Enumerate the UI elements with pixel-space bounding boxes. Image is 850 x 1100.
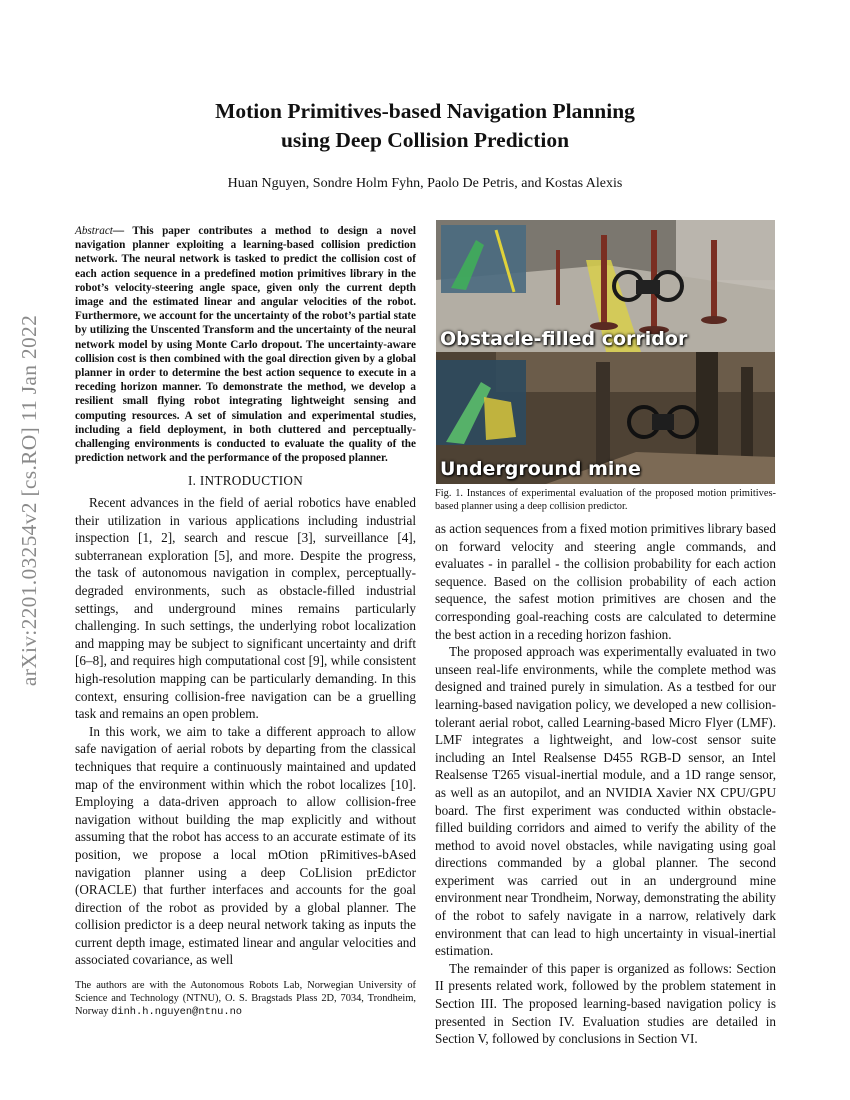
right-column bbox=[435, 520, 776, 1048]
arxiv-identifier-text: arXiv:2201.03254v2 [cs.RO] 11 Jan 2022 bbox=[17, 314, 42, 686]
figure-label-corridor: Obstacle-filled corridor bbox=[440, 328, 688, 350]
mine-photo bbox=[436, 352, 775, 484]
footnote-email: dinh.h.nguyen@ntnu.no bbox=[111, 1005, 243, 1018]
footnote-text: The authors are with the Autonomous Robots Lab, Norwegian University of Science and Technology (NTNU), O. S. Bragstads Plass 2D, 7034, Trondheim, Norway bbox=[75, 980, 416, 1017]
section-heading-introduction: I. INTRODUCTION bbox=[187, 473, 304, 489]
right-paragraph-2: The proposed approach was experimentally evaluated in two unseen real-life environments, while the complete method was designed and trained purely in simulation. As a testbed for our learning-based navigation policy, we developed a new collision-tolerant aerial robot, called Learning-based Micro Flyer (LMF). LMF integrates a lightweight, and low-cost sensor suite including an Intel Realsense D455 RGB-D sensor, an Intel Realsense T265 visual-inertial module, and a 1D range sensor, as well as an autopilot, and an NVIDIA Xavier NX CPU/GPU board. The first experiment was conducted within obstacle-filled building corridors and aimed to verify the ability of the method to avoid novel obstacles, while navigating using goal directions commanded by a global planner. The second experiment was carried out in an underground mine environment near Trondheim, Norway, demonstrating the ability of the robot to safely navigate in a narrow, relatively dark environment that can lead to high uncertainty in visual-inertial estimation. bbox=[435, 644, 776, 959]
right-paragraph-3: The remainder of this paper is organized as follows: Section II presents related work, followed by the problem statement in Section III. The proposed learning-based navigation policy is presented in Section IV. Evaluation studies are detailed in Section V, followed by conclusions in Section VI. bbox=[435, 960, 776, 1047]
paper-title bbox=[0, 97, 850, 155]
arxiv-identifier bbox=[8, 290, 52, 710]
intro-paragraph-2: In this work, we aim to take a different approach to allow safe navigation of aerial robots by departing from the classical techniques that require a continuously maintained and updated map of the environment within which the robot localizes [10]. Employing a data-driven approach to allow collision-free navigation without building the map explicitly and without assuming that the robot has access to an accurate estimate of its position, we propose a local mOtion pRimitives-bAsed navigation planner using a deep CoLlision prEdictor (ORACLE) that further interfaces and accounts for the goal direction of the robot as provided by a global planner. The collision predictor is a deep neural network taking as inputs the current depth image, estimated linear and angular velocities and associated covariance, as well bbox=[75, 723, 416, 968]
title-line-1: Motion Primitives-based Navigation Planning bbox=[215, 99, 635, 123]
abstract-text: — This paper contributes a method to design a novel navigation planner exploiting a learning-based collision prediction network. The neural network is tasked to predict the collision cost of each action sequence in a predefined motion primitives library in the robot’s velocity-steering angle space, given only the current depth image and the estimated linear and angular velocities of the robot. Furthermore, we account for the uncertainty of the robot’s partial state by utilizing the Unscented Transform and the uncertainty of the neural network model by using Monte Carlo dropout. The uncertainty-aware collision cost is then combined with the goal direction given by a global planner in order to determine the best action sequence to execute in a receding horizon manner. To demonstrate the method, we develop a resilient small flying robot integrating lightweight sensing and computing resources. A set of simulation and experimental studies, including a field deployment, in both cluttered and perceptually-challenging environments is conducted to evaluate the quality of the prediction network and the performance of the proposed planner. bbox=[75, 225, 416, 465]
abstract-label: Abstract bbox=[75, 225, 113, 237]
abstract bbox=[75, 224, 416, 465]
left-column bbox=[75, 224, 416, 969]
title-line-2: using Deep Collision Prediction bbox=[280, 128, 570, 152]
intro-paragraph-1: Recent advances in the field of aerial robotics have enabled their utilization in various applications including industrial inspection [1, 2], search and rescue [3], surveillance [4], subterranean exploration [5], and more. Despite the progress, the task of autonomous navigation in complex, perceptually-degraded environments, such as obstacle-filled industrial settings, and underground mines remains particularly challenging. In such settings, the underlying robot localization and mapping may be subject to significant uncertainty and drift [6–8], and requires high computational cost [9], while consistent high-resolution mapping can be particularly demanding. In this context, ensuring collision-free navigation can be a gruelling task and remains an open problem. bbox=[75, 495, 416, 722]
affiliation-footnote bbox=[75, 980, 416, 1018]
figure-1 bbox=[436, 220, 775, 484]
figure-label-mine: Underground mine bbox=[440, 458, 641, 480]
author-list: Huan Nguyen, Sondre Holm Fyhn, Paolo De Petris, and Kostas Alexis bbox=[227, 176, 623, 191]
right-paragraph-1: as action sequences from a fixed motion primitives library based on forward velocity and steering angle commands, and evaluates - in parallel - the collision probability for each action sequence. Based on the collision probability of each action sequence, the safest motion primitives are chosen and the corresponding goal-reaching costs are calculated to determine the best action in a receding horizon fashion. bbox=[435, 521, 776, 642]
corridor-photo bbox=[436, 220, 775, 352]
figure-caption: Fig. 1. Instances of experimental evaluation of the proposed motion primitives-based planner using a deep collision predictor. bbox=[435, 488, 776, 512]
